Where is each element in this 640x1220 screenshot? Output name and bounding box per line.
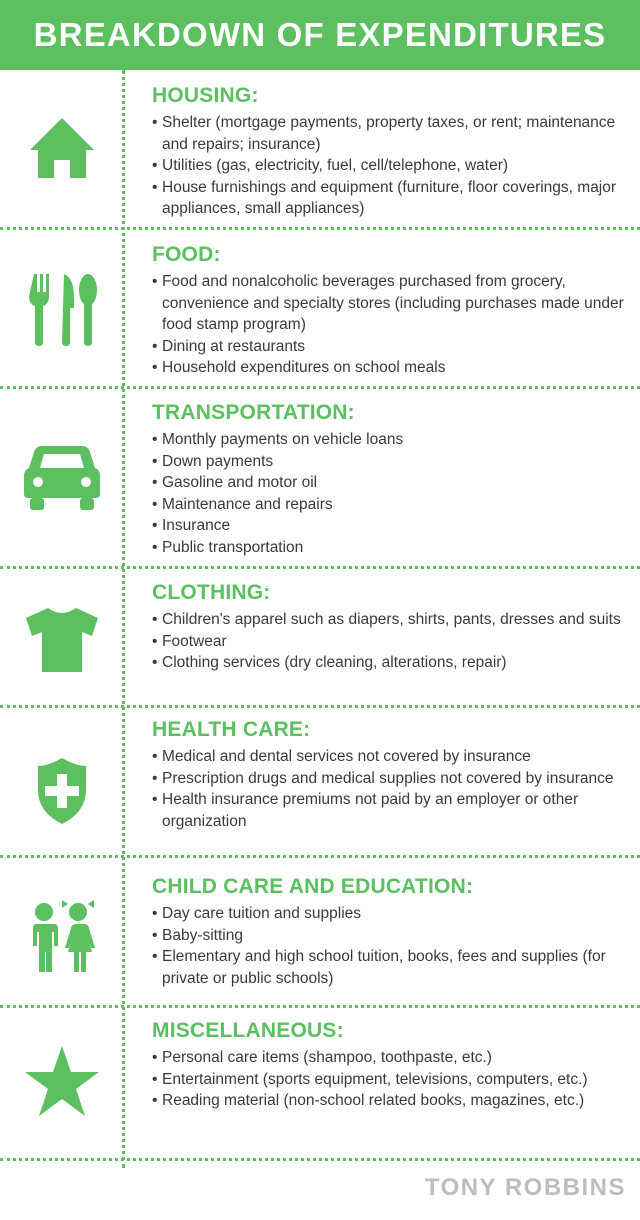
- list-item: • Utilities (gas, electricity, fuel, cell/telephone, water): [152, 155, 632, 177]
- item-list: [152, 112, 632, 220]
- title-banner: [0, 0, 640, 70]
- list-item: • Food and nonalcoholic beverages purchased from grocery, convenience and specialty stores (including purchases made under food stamp program): [152, 271, 632, 336]
- list-item: • House furnishings and equipment (furniture, floor coverings, major appliances, small appliances): [152, 177, 632, 220]
- list-item: • Gasoline and motor oil: [152, 472, 632, 494]
- tshirt-icon: [22, 598, 102, 678]
- list-item: • Children's apparel such as diapers, shirts, pants, dresses and suits: [152, 609, 632, 631]
- item-list: [152, 429, 632, 559]
- list-item: • Shelter (mortgage payments, property taxes, or rent; maintenance and repairs; insurance): [152, 112, 632, 155]
- medical-shield-icon: [22, 750, 102, 830]
- list-item: • Down payments: [152, 451, 632, 473]
- section-clothing: [152, 581, 632, 674]
- section-divider: [0, 855, 640, 858]
- section-title: FOOD:: [152, 243, 221, 266]
- house-icon: [22, 108, 102, 188]
- list-item: • Health insurance premiums not paid by an employer or other organization: [152, 789, 632, 832]
- list-item: • Elementary and high school tuition, books, fees and supplies (for private or public schools): [152, 946, 632, 989]
- section-food: [152, 243, 632, 379]
- section-title: TRANSPORTATION:: [152, 401, 355, 424]
- section-divider: [0, 227, 640, 230]
- list-item: • Footwear: [152, 631, 632, 653]
- list-item: • Entertainment (sports equipment, televisions, computers, etc.): [152, 1069, 632, 1091]
- item-list: [152, 271, 632, 379]
- item-list: [152, 1047, 632, 1112]
- item-list: [152, 746, 632, 832]
- item-list: [152, 609, 632, 674]
- section-title: HOUSING:: [152, 84, 259, 107]
- section-miscellaneous: [152, 1019, 632, 1112]
- list-item: • Medical and dental services not covered by insurance: [152, 746, 632, 768]
- list-item: • Public transportation: [152, 537, 632, 559]
- section-divider: [0, 1158, 640, 1161]
- vertical-divider: [122, 70, 125, 1168]
- section-divider: [0, 566, 640, 569]
- section-title: CHILD CARE AND EDUCATION:: [152, 875, 474, 898]
- section-divider: [0, 705, 640, 708]
- section-divider: [0, 386, 640, 389]
- list-item: • Prescription drugs and medical supplies not covered by insurance: [152, 768, 632, 790]
- section-divider: [0, 1005, 640, 1008]
- car-icon: [22, 436, 102, 516]
- cutlery-icon: [22, 268, 102, 348]
- section-child-care-education: [152, 875, 632, 989]
- section-title: CLOTHING:: [152, 581, 271, 604]
- section-health-care: [152, 718, 632, 832]
- list-item: • Household expenditures on school meals: [152, 357, 632, 379]
- section-title: HEALTH CARE:: [152, 718, 311, 741]
- list-item: • Monthly payments on vehicle loans: [152, 429, 632, 451]
- list-item: • Personal care items (shampoo, toothpaste, etc.): [152, 1047, 632, 1069]
- list-item: • Baby-sitting: [152, 925, 632, 947]
- section-housing: [152, 84, 632, 220]
- section-transportation: [152, 401, 632, 559]
- item-list: [152, 903, 632, 989]
- section-title: MISCELLANEOUS:: [152, 1019, 344, 1042]
- page-title: BREAKDOWN OF EXPENDITURES: [33, 16, 607, 53]
- children-icon: [22, 898, 102, 978]
- list-item: • Reading material (non-school related books, magazines, etc.): [152, 1090, 632, 1112]
- list-item: • Day care tuition and supplies: [152, 903, 632, 925]
- list-item: • Maintenance and repairs: [152, 494, 632, 516]
- list-item: • Dining at restaurants: [152, 336, 632, 358]
- list-item: • Clothing services (dry cleaning, alterations, repair): [152, 652, 632, 674]
- brand-footer: TONY ROBBINS: [424, 1174, 626, 1201]
- list-item: • Insurance: [152, 515, 632, 537]
- star-icon: [22, 1042, 102, 1122]
